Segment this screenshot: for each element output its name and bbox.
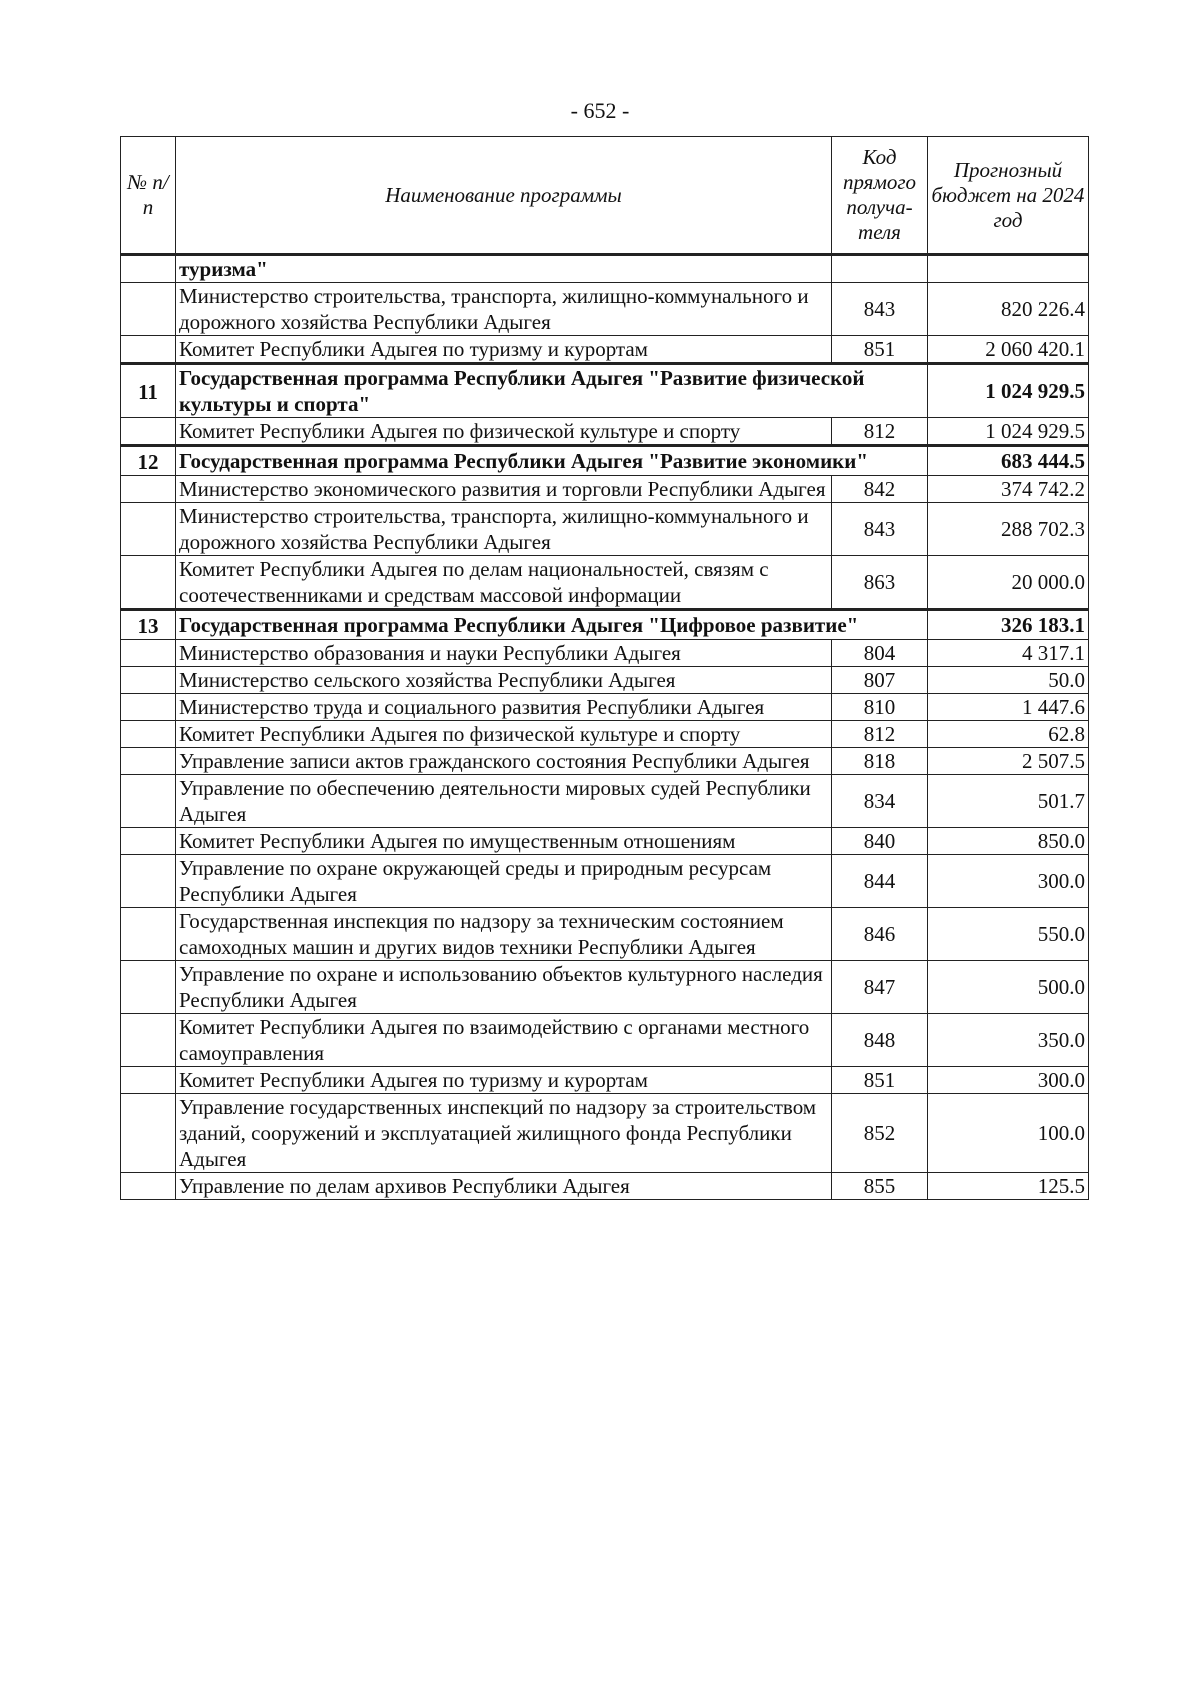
cell-recipient-name: Управление по делам архивов Республики Адыгея <box>176 1173 832 1200</box>
table-body <box>121 255 1089 1200</box>
cell-budget: 1 024 929.5 <box>928 364 1089 418</box>
cell-budget: 300.0 <box>928 855 1089 908</box>
cell-code: 840 <box>832 828 928 855</box>
cell-num <box>121 255 176 283</box>
cell-code: 804 <box>832 640 928 667</box>
cell-budget: 300.0 <box>928 1067 1089 1094</box>
cell-recipient-name: Комитет Республики Адыгея по туризму и курортам <box>176 1067 832 1094</box>
cell-recipient-name: Комитет Республики Адыгея по имущественным отношениям <box>176 828 832 855</box>
cell-code: 807 <box>832 667 928 694</box>
cell-num <box>121 1094 176 1173</box>
cell-recipient-name: Министерство образования и науки Республики Адыгея <box>176 640 832 667</box>
program-row <box>121 446 1089 476</box>
cell-num <box>121 694 176 721</box>
cell-recipient-name: Управление по охране окружающей среды и природным ресурсам Республики Адыгея <box>176 855 832 908</box>
cell-recipient-name: Комитет Республики Адыгея по физической культуре и спорту <box>176 721 832 748</box>
program-row <box>121 610 1089 640</box>
cell-num <box>121 775 176 828</box>
cell-budget: 550.0 <box>928 908 1089 961</box>
cell-recipient-name: Государственная инспекция по надзору за техническим состоянием самоходных машин и других видов техники Республики Адыгея <box>176 908 832 961</box>
cell-code: 843 <box>832 503 928 556</box>
cell-budget: 288 702.3 <box>928 503 1089 556</box>
cell-budget <box>928 255 1089 283</box>
table-row <box>121 855 1089 908</box>
page-number: - 652 - <box>570 98 630 123</box>
table-row <box>121 961 1089 1014</box>
cell-program-name: Государственная программа Республики Адыгея "Развитие экономики" <box>176 446 928 476</box>
cell-num <box>121 556 176 610</box>
header-code: Код прямого получа-теля <box>832 137 928 255</box>
cell-num <box>121 476 176 503</box>
cell-recipient-name: Министерство труда и социального развития Республики Адыгея <box>176 694 832 721</box>
table-row <box>121 748 1089 775</box>
cell-budget: 4 317.1 <box>928 640 1089 667</box>
cell-num <box>121 828 176 855</box>
cell-num <box>121 748 176 775</box>
cell-code: 843 <box>832 283 928 336</box>
table-row <box>121 1173 1089 1200</box>
cell-recipient-name: Комитет Республики Адыгея по взаимодействию с органами местного самоуправления <box>176 1014 832 1067</box>
cell-num <box>121 908 176 961</box>
table-row <box>121 667 1089 694</box>
table-row <box>121 640 1089 667</box>
cell-code: 855 <box>832 1173 928 1200</box>
cell-num <box>121 1173 176 1200</box>
cell-program-name: туризма" <box>176 255 832 283</box>
cell-budget: 374 742.2 <box>928 476 1089 503</box>
cell-num: 11 <box>121 364 176 418</box>
cell-num <box>121 640 176 667</box>
table-row <box>121 476 1089 503</box>
cell-num <box>121 721 176 748</box>
cell-code: 844 <box>832 855 928 908</box>
cell-num <box>121 667 176 694</box>
table-header <box>121 137 1089 255</box>
cell-code: 818 <box>832 748 928 775</box>
table-row <box>121 1067 1089 1094</box>
cell-num <box>121 283 176 336</box>
budget-table <box>120 136 1089 1200</box>
cell-code: 846 <box>832 908 928 961</box>
table-row <box>121 283 1089 336</box>
cell-code: 848 <box>832 1014 928 1067</box>
table-row <box>121 1094 1089 1173</box>
cell-code: 863 <box>832 556 928 610</box>
cell-num <box>121 961 176 1014</box>
cell-recipient-name: Комитет Республики Адыгея по физической культуре и спорту <box>176 418 832 446</box>
cell-budget: 350.0 <box>928 1014 1089 1067</box>
header-num: № п/п <box>121 137 176 255</box>
cell-recipient-name: Управление записи актов гражданского состояния Республики Адыгея <box>176 748 832 775</box>
table-row <box>121 418 1089 446</box>
cell-recipient-name: Министерство экономического развития и торговли Республики Адыгея <box>176 476 832 503</box>
cell-code: 810 <box>832 694 928 721</box>
cell-recipient-name: Министерство строительства, транспорта, жилищно-коммунального и дорожного хозяйства Республики Адыгея <box>176 503 832 556</box>
cell-num <box>121 1067 176 1094</box>
header-budget: Прогнозный бюджет на 2024 год <box>928 137 1089 255</box>
cell-code: 852 <box>832 1094 928 1173</box>
table-row <box>121 1014 1089 1067</box>
cell-code: 812 <box>832 721 928 748</box>
cell-program-name: Государственная программа Республики Адыгея "Цифровое развитие" <box>176 610 928 640</box>
cell-num: 13 <box>121 610 176 640</box>
cell-budget: 62.8 <box>928 721 1089 748</box>
cell-recipient-name: Управление по охране и использованию объектов культурного наследия Республики Адыгея <box>176 961 832 1014</box>
cell-budget: 326 183.1 <box>928 610 1089 640</box>
cell-budget: 500.0 <box>928 961 1089 1014</box>
cell-code: 842 <box>832 476 928 503</box>
cell-budget: 2 060 420.1 <box>928 336 1089 364</box>
cell-budget: 1 024 929.5 <box>928 418 1089 446</box>
table-row <box>121 721 1089 748</box>
cell-budget: 100.0 <box>928 1094 1089 1173</box>
table-row <box>121 775 1089 828</box>
cell-code: 834 <box>832 775 928 828</box>
cell-recipient-name: Комитет Республики Адыгея по туризму и курортам <box>176 336 832 364</box>
cell-num <box>121 336 176 364</box>
cell-num: 12 <box>121 446 176 476</box>
header-name: Наименование программы <box>176 137 832 255</box>
cell-recipient-name: Управление по обеспечению деятельности мировых судей Республики Адыгея <box>176 775 832 828</box>
table-row <box>121 908 1089 961</box>
cell-recipient-name: Комитет Республики Адыгея по делам национальностей, связям с соотечественниками и средствам массовой информации <box>176 556 832 610</box>
cell-budget: 850.0 <box>928 828 1089 855</box>
table-row <box>121 255 1089 283</box>
cell-budget: 1 447.6 <box>928 694 1089 721</box>
cell-num <box>121 1014 176 1067</box>
cell-budget: 20 000.0 <box>928 556 1089 610</box>
cell-code: 851 <box>832 1067 928 1094</box>
cell-num <box>121 503 176 556</box>
cell-budget: 820 226.4 <box>928 283 1089 336</box>
table-row <box>121 336 1089 364</box>
cell-budget: 50.0 <box>928 667 1089 694</box>
cell-budget: 501.7 <box>928 775 1089 828</box>
cell-code: 847 <box>832 961 928 1014</box>
cell-budget: 683 444.5 <box>928 446 1089 476</box>
cell-code <box>832 255 928 283</box>
cell-recipient-name: Министерство сельского хозяйства Республики Адыгея <box>176 667 832 694</box>
cell-recipient-name: Управление государственных инспекций по надзору за строительством зданий, сооружений и эксплуатацией жилищного фонда Республики Адыгея <box>176 1094 832 1173</box>
cell-num <box>121 418 176 446</box>
cell-recipient-name: Министерство строительства, транспорта, жилищно-коммунального и дорожного хозяйства Республики Адыгея <box>176 283 832 336</box>
table-row <box>121 556 1089 610</box>
table-row <box>121 503 1089 556</box>
cell-program-name: Государственная программа Республики Адыгея "Развитие физической культуры и спорта" <box>176 364 928 418</box>
cell-num <box>121 855 176 908</box>
cell-budget: 2 507.5 <box>928 748 1089 775</box>
cell-budget: 125.5 <box>928 1173 1089 1200</box>
cell-code: 851 <box>832 336 928 364</box>
table-row <box>121 828 1089 855</box>
program-row <box>121 364 1089 418</box>
table-row <box>121 694 1089 721</box>
cell-code: 812 <box>832 418 928 446</box>
